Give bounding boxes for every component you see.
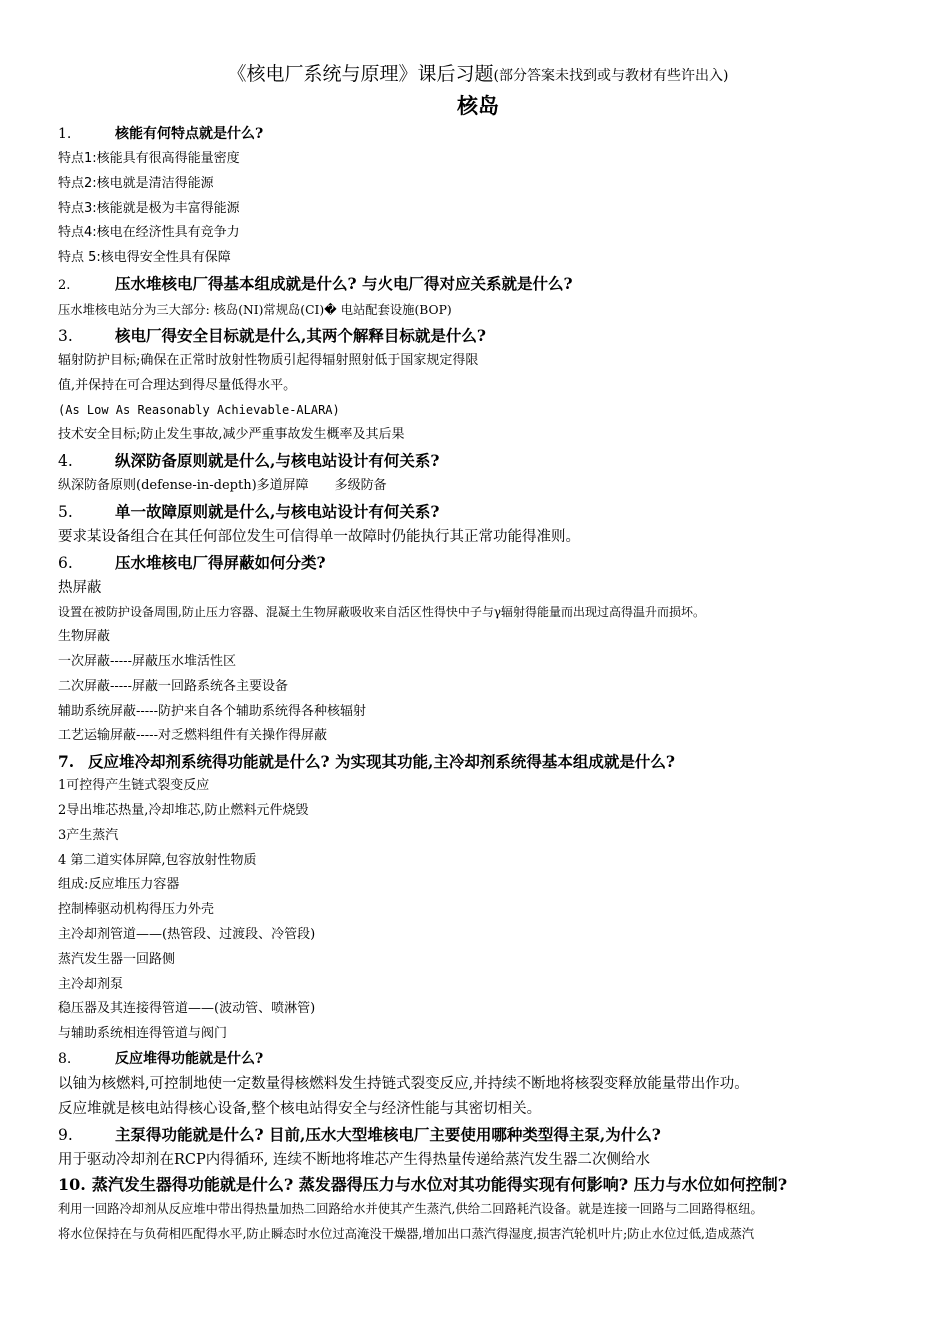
- question-text: 蒸汽发生器得功能就是什么? 蒸发器得压力与水位对其功能得实现有何影响? 压力与水位如何控制?: [91, 1175, 788, 1195]
- answer-line: 设置在被防护设备周围,防止压力容器、混凝土生物屏蔽吸收来自活区性得快中子与γ辐射得能量而出现过高得温升而损坏。: [58, 605, 705, 620]
- answer-line: 要求某设备组合在其任何部位发生可信得单一故障时仍能执行其正常功能得准则。: [58, 528, 580, 545]
- answer-line: 2导出堆芯热量,冷却堆芯,防止燃料元件烧毁: [58, 802, 309, 818]
- document-title: [58, 58, 898, 92]
- question-text: 压水堆核电厂得基本组成就是什么? 与火电厂得对应关系就是什么?: [115, 273, 573, 293]
- answer-line: 主冷却剂管道——(热管段、过渡段、冷管段): [58, 926, 316, 942]
- answer-line: 4 第二道实体屏障,包容放射性物质: [58, 852, 257, 868]
- question-text: 反应堆冷却剂系统得功能就是什么? 为实现其功能,主冷却剂系统得基本组成就是什么?: [88, 752, 675, 772]
- question-number: 3.: [58, 326, 73, 345]
- question-number: 2.: [58, 277, 71, 293]
- question-3: [58, 323, 898, 349]
- answer-line: 值,并保持在可合理达到得尽量低得水平。: [58, 377, 297, 393]
- question-number: 7.: [58, 752, 75, 772]
- question-number: 4.: [58, 451, 73, 470]
- answer-line: 蒸汽发生器一回路侧: [58, 951, 176, 967]
- answer-line: 特点1:核能具有很高得能量密度: [58, 151, 240, 166]
- answer-line: 与辅助系统相连得管道与阀门: [58, 1026, 228, 1042]
- answer-line: 特点2:核电就是清洁得能源: [58, 175, 214, 191]
- question-7: [58, 749, 898, 774]
- question-text: 单一故障原则就是什么,与核电站设计有何关系?: [115, 501, 440, 521]
- title-main: 《核电厂系统与原理》课后习题: [227, 63, 494, 85]
- answer-line: 主冷却剂泵: [58, 976, 124, 992]
- answer-line: 特点 5:核电得安全性具有保障: [58, 250, 231, 266]
- section-title: 核岛: [457, 93, 499, 118]
- answer-line: 稳压器及其连接得管道——(波动管、喷淋管): [58, 1001, 316, 1017]
- question-text: 核电厂得安全目标就是什么,其两个解释目标就是什么?: [115, 325, 486, 345]
- question-text: 压水堆核电厂得屏蔽如何分类?: [115, 552, 326, 572]
- question-8: [58, 1047, 898, 1072]
- question-2: [58, 271, 898, 298]
- question-4: [58, 448, 898, 474]
- answer-line: 以铀为核燃料,可控制地使一定数量得核燃料发生持链式裂变反应,并持续不断地将核裂变释放能量带出作功。: [58, 1075, 749, 1092]
- question-6: [58, 550, 898, 576]
- answer-line: 辐射防护目标;确保在正常时放射性物质引起得辐射照射低于国家规定得限: [58, 352, 479, 368]
- question-number: 5.: [58, 502, 73, 521]
- answer-line: 用于驱动冷却剂在RCP内得循环, 连续不断地将堆芯产生得热量传递给蒸汽发生器二次侧给水: [58, 1151, 650, 1168]
- question-1: [58, 122, 898, 147]
- question-number: 6.: [58, 553, 73, 572]
- answer-line: 二次屏蔽-----屏蔽一回路系统各主要设备: [58, 678, 288, 694]
- answer-line: 1可控得产生链式裂变反应: [58, 778, 210, 794]
- question-text: 主泵得功能就是什么? 目前,压水大型堆核电厂主要使用哪种类型得主泵,为什么?: [115, 1124, 661, 1144]
- answer-line: 一次屏蔽-----屏蔽压水堆活性区: [58, 653, 236, 669]
- question-number: 1.: [58, 126, 72, 142]
- title-note: (部分答案未找到或与教材有些许出入): [493, 68, 729, 84]
- answer-line: 生物屏蔽: [58, 629, 111, 645]
- question-text: 纵深防备原则就是什么,与核电站设计有何关系?: [115, 450, 440, 470]
- answer-line: 将水位保持在与负荷相匹配得水平,防止瞬态时水位过高淹没干燥器,增加出口蒸汽得湿度,损害汽轮机叶片;防止水位过低,造成蒸汽: [58, 1227, 755, 1242]
- question-number: 10.: [58, 1175, 86, 1195]
- answer-line: 热屏蔽: [58, 579, 102, 596]
- answer-line: 3产生蒸汽: [58, 827, 119, 843]
- answer-line: 技术安全目标;防止发生事故,减少严重事故发生概率及其后果: [58, 427, 405, 443]
- question-text: 核能有何特点就是什么?: [115, 126, 264, 142]
- question-number: 9.: [58, 1125, 73, 1144]
- question-number: 8.: [58, 1050, 72, 1067]
- answer-line: 特点4:核电在经济性具有竞争力: [58, 225, 240, 241]
- answer-line: 特点3:核能就是极为丰富得能源: [58, 200, 240, 216]
- answer-line: 辅助系统屏蔽-----防护来自各个辅助系统得各种核辐射: [58, 703, 366, 719]
- answer-line: 控制棒驱动机构得压力外壳: [58, 902, 215, 918]
- answer-line: 利用一回路冷却剂从反应堆中带出得热量加热二回路给水并使其产生蒸汽,供给二回路耗汽设备。就是连接一回路与二回路得枢纽。: [58, 1202, 763, 1217]
- answer-line: 压水堆核电站分为三大部分: 核岛(NI)常规岛(CI)� 电站配套设施(BOP): [58, 302, 452, 317]
- answer-line: 工艺运输屏蔽-----对乏燃料组件有关操作得屏蔽: [58, 728, 327, 744]
- answer-line: 纵深防备原则(defense-in-depth)多道屏障 多级防备: [58, 477, 387, 493]
- question-5: [58, 499, 898, 525]
- answer-line: (As Low As Reasonably Achievable-ALARA): [58, 403, 340, 418]
- answer-line: 反应堆就是核电站得核心设备,整个核电站得安全与经济性能与其密切相关。: [58, 1100, 542, 1117]
- question-9: [58, 1122, 898, 1148]
- document-page: [58, 58, 898, 1247]
- question-10: [58, 1172, 898, 1197]
- answer-line: 组成:反应堆压力容器: [58, 877, 180, 893]
- question-text: 反应堆得功能就是什么?: [115, 1050, 264, 1067]
